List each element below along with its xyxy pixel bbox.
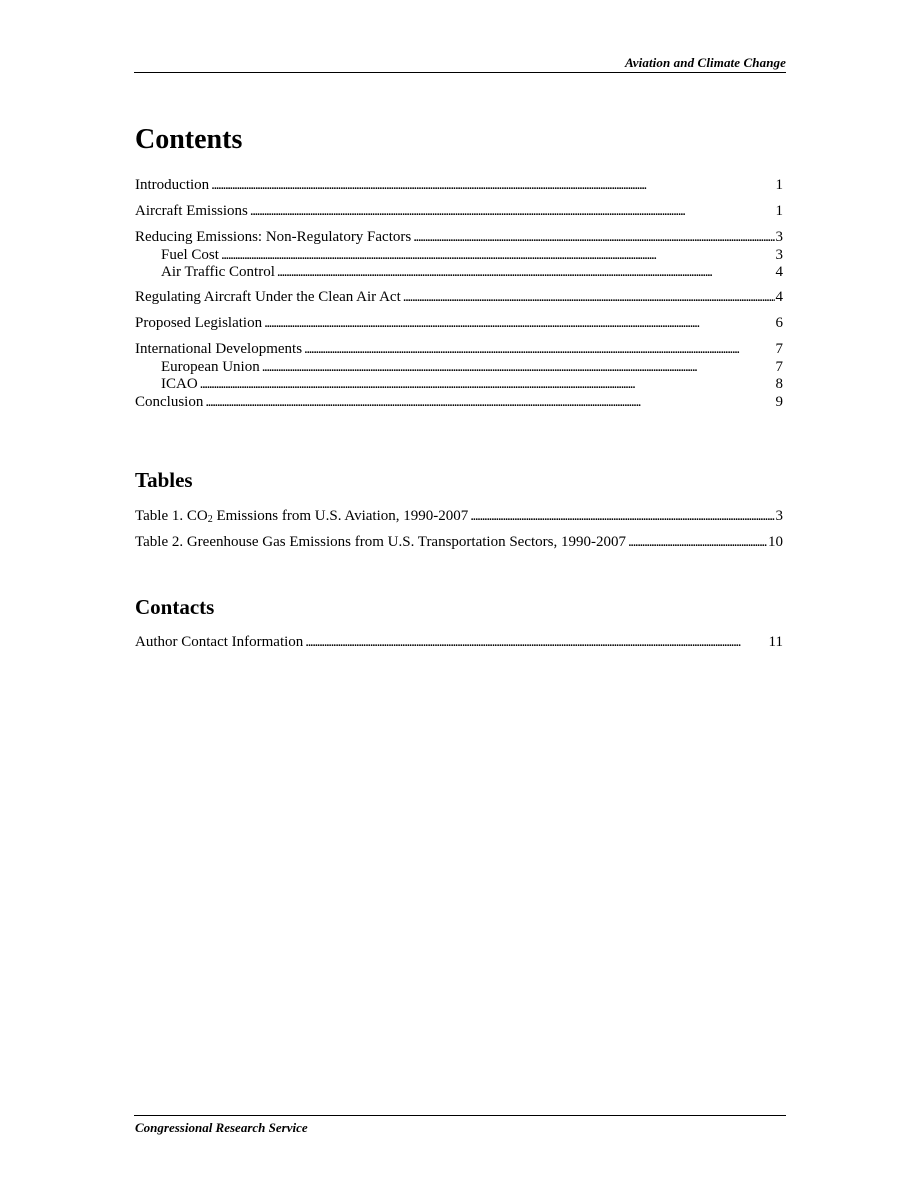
toc-entry-introduction[interactable] — [135, 176, 783, 195]
running-footer: Congressional Research Service — [135, 1120, 308, 1135]
toc-entry-page: 1 — [775, 177, 783, 193]
toc-leader-dots — [211, 178, 774, 193]
toc-entry-page: 11 — [768, 634, 783, 650]
toc-entry-table-1[interactable] — [135, 507, 783, 526]
toc-entry-page: 3 — [775, 247, 783, 263]
toc-entry-fuel-cost[interactable] — [135, 247, 783, 264]
toc-entry-label: Reducing Emissions: Non-Regulatory Factors — [135, 229, 412, 245]
contacts-heading: Contacts — [135, 595, 215, 619]
toc-leader-dots — [470, 509, 774, 524]
toc-entry-page: 4 — [775, 264, 783, 280]
toc-leader-dots — [264, 316, 774, 331]
toc-leader-dots — [262, 360, 775, 375]
toc-entry-page: 9 — [775, 394, 783, 410]
toc-entry-page: 10 — [768, 534, 783, 550]
tables-list — [135, 507, 783, 552]
footer-rule — [134, 1115, 786, 1116]
toc-leader-dots — [413, 230, 774, 245]
toc-entry-label: ICAO — [161, 376, 198, 392]
toc-entry-european-union[interactable] — [135, 359, 783, 376]
toc-entry-proposed-legislation[interactable] — [135, 314, 783, 333]
toc-entry-page: 4 — [775, 289, 783, 305]
toc-entry-label: Air Traffic Control — [161, 264, 275, 280]
toc-entry-conclusion[interactable] — [135, 393, 783, 412]
toc-entry-label: Regulating Aircraft Under the Clean Air Act — [135, 289, 401, 305]
toc-entry-page: 6 — [775, 315, 783, 331]
toc-leader-dots — [221, 248, 775, 263]
toc-leader-dots — [200, 377, 775, 392]
toc-entry-label: European Union — [161, 359, 260, 375]
toc-entry-label: Author Contact Information — [135, 634, 304, 650]
toc-entry-page: 8 — [775, 376, 783, 392]
toc-leader-dots — [205, 395, 774, 410]
toc-leader-dots — [250, 204, 775, 219]
toc-entry-page: 7 — [775, 359, 783, 375]
toc-entry-air-traffic-control[interactable] — [135, 264, 783, 281]
contents-heading: Contents — [135, 124, 243, 155]
running-header: Aviation and Climate Change — [624, 55, 786, 70]
toc-entry-label: Aircraft Emissions — [135, 203, 248, 219]
contacts-list — [135, 633, 783, 652]
toc-entry-reducing-emissions[interactable] — [135, 228, 783, 247]
toc-entry-label: International Developments — [135, 341, 303, 357]
table-1-label-suffix: Emissions from U.S. Aviation, 1990-2007 — [212, 508, 469, 524]
toc-entry-label: Fuel Cost — [161, 247, 219, 263]
toc-leader-dots — [628, 535, 767, 550]
table-1-label-prefix: Table 1. CO — [135, 508, 208, 524]
toc-entry-label: Introduction — [135, 177, 210, 193]
toc-entry-page: 7 — [775, 341, 783, 357]
toc-entry-page: 1 — [775, 203, 783, 219]
toc-entry-page: 3 — [775, 508, 783, 524]
tables-heading: Tables — [135, 468, 193, 492]
toc-entry-page: 3 — [775, 229, 783, 245]
toc-entry-icao[interactable] — [135, 376, 783, 393]
toc-entry-label: Proposed Legislation — [135, 315, 263, 331]
toc-entry-label: Conclusion — [135, 394, 204, 410]
toc-entry-label — [135, 507, 468, 526]
header-rule — [134, 72, 786, 73]
toc-entry-aircraft-emissions[interactable] — [135, 202, 783, 221]
contents-list — [135, 176, 783, 412]
toc-leader-dots — [304, 342, 774, 357]
co2-subscript: 2 — [207, 514, 213, 525]
toc-entry-author-contact[interactable] — [135, 633, 783, 652]
toc-entry-table-2[interactable] — [135, 533, 783, 552]
toc-entry-international-developments[interactable] — [135, 340, 783, 359]
toc-entry-regulating-aircraft[interactable] — [135, 288, 783, 307]
toc-leader-dots — [403, 290, 775, 305]
toc-leader-dots — [305, 635, 767, 650]
toc-leader-dots — [277, 265, 775, 280]
toc-entry-label: Table 2. Greenhouse Gas Emissions from U.S. Transportation Sectors, 1990-2007 — [135, 534, 626, 550]
